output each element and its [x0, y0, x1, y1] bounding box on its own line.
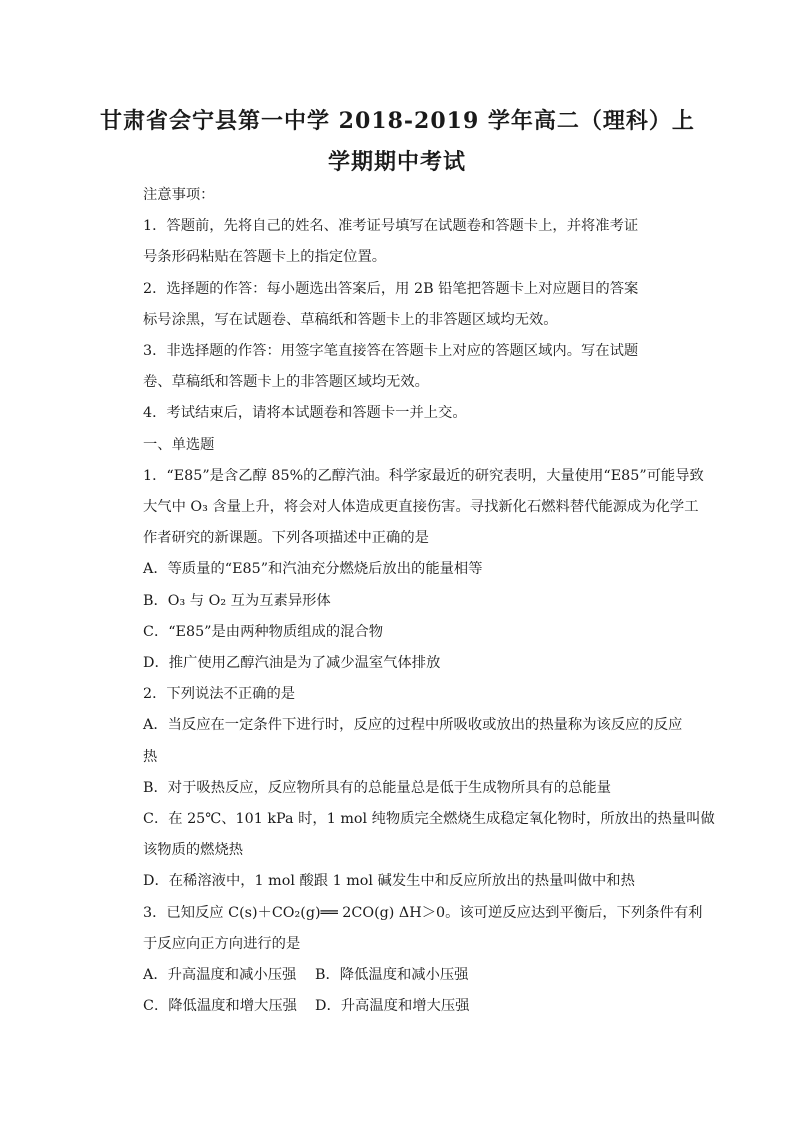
question-1-option-b: B．O₃ 与 O₂ 互为互素异形体: [143, 592, 331, 609]
question-3-options-row-1: [143, 960, 683, 991]
question-1-option-a: A．等质量的“E85”和汽油充分燃烧后放出的能量相等: [143, 561, 483, 578]
question-3-option-b: B．降低温度和减小压强: [315, 967, 469, 984]
notice-line: 2．选择题的作答：每小题选出答案后，用 2B 铅笔把答题卡上对应题目的答案: [143, 280, 639, 297]
section-title: 一、单选题: [143, 436, 215, 453]
notice-line: 标号涂黑，写在试题卷、草稿纸和答题卡上的非答题区域均无效。: [143, 311, 558, 328]
question-1-option-c: C．“E85”是由两种物质组成的混合物: [143, 623, 384, 640]
question-2-option-b: B．对于吸热反应，反应物所具有的总能量总是低于生成物所具有的总能量: [143, 779, 612, 796]
question-1-stem: 作者研究的新课题。下列各项描述中正确的是: [143, 530, 429, 547]
question-1-option-d: D．推广使用乙醇汽油是为了减少温室气体排放: [143, 655, 441, 672]
question-3-option-d: D．升高温度和增大压强: [315, 998, 470, 1015]
question-3-options-row-2: [143, 991, 683, 1022]
question-2-option-a: A．当反应在一定条件下进行时，反应的过程中所吸收或放出的热量称为该反应的反应: [143, 717, 683, 734]
notice-line: 4．考试结束后，请将本试题卷和答题卡一并上交。: [143, 405, 467, 422]
question-2-option-d: D．在稀溶液中，1 mol 酸跟 1 mol 碱发生中和反应所放出的热量叫做中和热: [143, 873, 635, 890]
question-3-stem: 3．已知反应 C(s)＋CO₂(g)══ 2CO(g) ΔH＞0。该可逆反应达到平衡后，下列条件有利: [143, 904, 703, 921]
question-1-stem: 1．“E85”是含乙醇 85%的乙醇汽油。科学家最近的研究表明，大量使用“E85”可能导致: [143, 467, 704, 484]
question-3-option-c: C．降低温度和增大压强: [143, 998, 297, 1015]
question-2-option-a-cont: 热: [143, 748, 158, 765]
notice-line: 3．非选择题的作答：用签字笔直接答在答题卡上对应的答题区域内。写在试题: [143, 343, 639, 360]
question-1-stem: 大气中 O₃ 含量上升，将会对人体造成更直接伤害。寻找新化石燃料替代能源成为化学工: [143, 499, 699, 516]
notice-line: 卷、草稿纸和答题卡上的非答题区域均无效。: [143, 374, 429, 391]
question-2-option-c-cont: 该物质的燃烧热: [143, 842, 244, 859]
page-title: 甘肃省会宁县第一中学 2018-2019 学年高二（理科）上: [100, 108, 695, 134]
notice-heading: 注意事项：: [143, 187, 215, 203]
notice-line: 号条形码粘贴在答题卡上的指定位置。: [143, 249, 387, 266]
page-subtitle: 学期期中考试: [327, 149, 466, 175]
question-3-stem: 于反应向正方向进行的是: [143, 935, 301, 952]
question-2-option-c: C．在 25℃、101 kPa 时，1 mol 纯物质完全燃烧生成稳定氧化物时，所放出的热量叫做: [143, 811, 715, 828]
notice-line: 1．答题前，先将自己的姓名、准考证号填写在试题卷和答题卡上，并将准考证: [143, 218, 639, 235]
exam-content: [143, 180, 715, 1022]
question-3-option-a: A．升高温度和减小压强: [143, 967, 297, 984]
question-2-stem: 2．下列说法不正确的是: [143, 686, 296, 703]
